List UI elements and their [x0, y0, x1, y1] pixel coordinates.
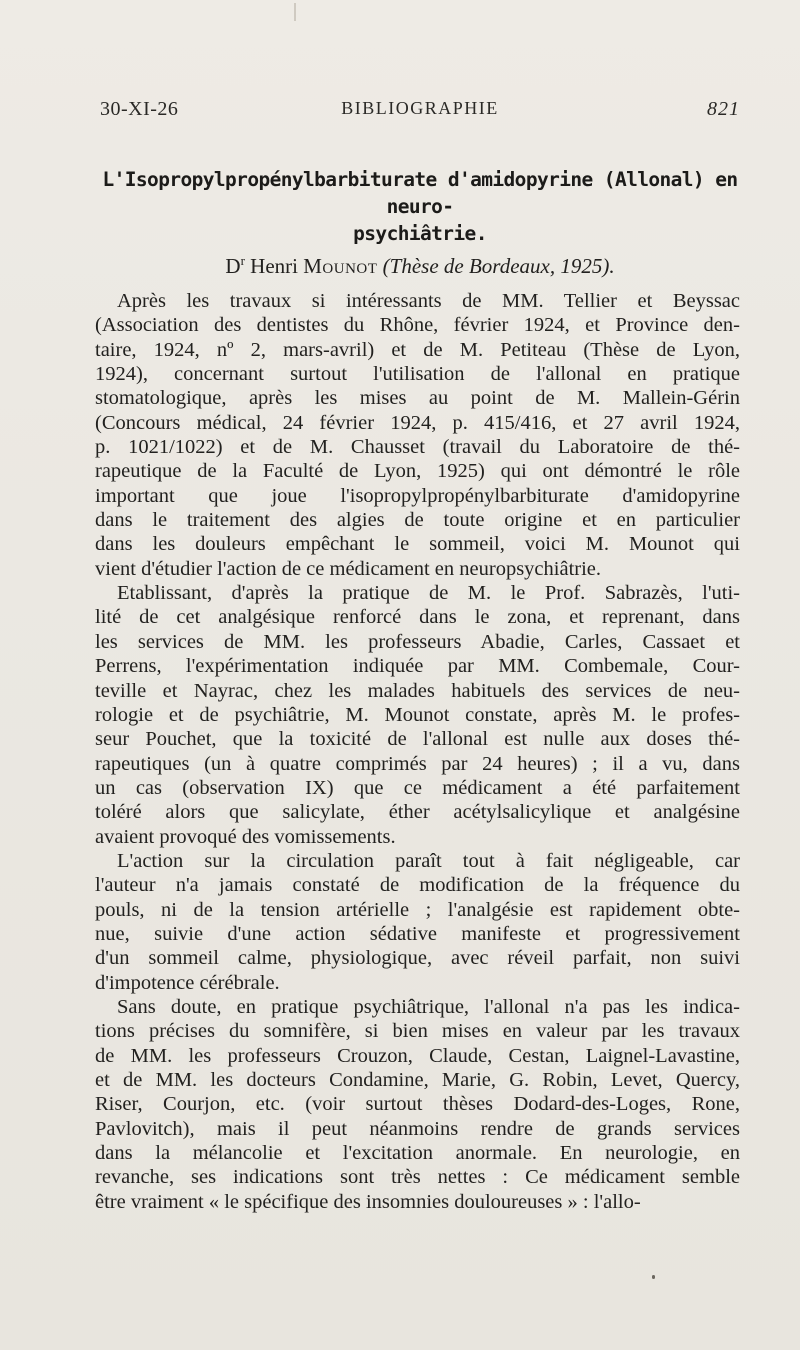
author-prefix-sup: r — [240, 253, 245, 268]
speck-mark — [652, 1275, 655, 1279]
paragraph-1-line: Après les travaux si intéressants de MM. Tellier et Beyssac — [117, 290, 740, 312]
scan-mark — [294, 3, 296, 21]
paragraph-2-line: un cas (observation IX) que ce médicament a été parfaitement — [95, 776, 740, 799]
article-title-line-1: L'Isopropylpropénylbarbiturate d'amidopyrine (Allonal) en neuro- — [102, 168, 738, 218]
paragraph-4-line: être vraiment « le spécifique des insomnies douloureuses » : l'allo- — [95, 1190, 641, 1213]
article-body — [95, 289, 740, 1214]
paragraph-3-line: d'impotence cérébrale. — [95, 971, 280, 994]
paragraph-2-line: teville et Nayrac, chez les malades habituels des services de neu- — [95, 679, 740, 702]
paragraph-4-line: de MM. les professeurs Crouzon, Claude, Cestan, Laignel-Lavastine, — [95, 1044, 740, 1067]
paragraph-1-line: p. 1021/1022) et de M. Chausset (travail du Laboratoire de thé- — [95, 436, 740, 459]
paragraph-2-line: Etablissant, d'après la pratique de M. le Prof. Sabrazès, l'uti- — [117, 582, 740, 605]
paragraph-1-line: vient d'étudier l'action de ce médicament en neuropsychiâtrie. — [95, 557, 602, 580]
paragraph-3-line: pouls, ni de la tension artérielle ; l'analgésie est rapidement obte- — [95, 898, 740, 921]
header-page-number: 821 — [707, 98, 740, 120]
paragraph-4-line: tions précises du somnifère, si bien mises en valeur par les travaux — [95, 1020, 740, 1043]
paragraph-1-line: rapeutique de la Faculté de Lyon, 1925) qui ont démontré le rôle — [95, 460, 740, 483]
paragraph-2-line: toléré alors que salicylate, éther acétylsalicylique et analgésine — [95, 801, 740, 824]
header-section-title: BIBLIOGRAPHIE — [341, 98, 499, 118]
paragraph-3-line: d'un sommeil calme, physiologique, avec réveil parfait, non suivi — [95, 947, 740, 970]
article-title-line-2: psychiâtrie. — [353, 222, 487, 245]
paragraph-1-line: (Association des dentistes du Rhône, février 1924, et Province den- — [95, 314, 740, 337]
paragraph-1-line: stomatologique, après les mises au point de M. Mallein-Gérin — [95, 387, 740, 410]
paragraph-1-line: (Concours médical, 24 février 1924, p. 415/416, et 27 avril 1924, — [95, 411, 740, 434]
paragraph-1-line: important que joue l'isopropylpropénylbarbiturate d'amidopyrine — [95, 484, 740, 507]
paragraph-2-line: Perrens, l'expérimentation indiquée par MM. Combemale, Cour- — [95, 655, 740, 678]
paragraph-1-line: dans le traitement des algies de toute origine et en particulier — [95, 509, 740, 532]
paragraph-2-line: avaient provoqué des vomissements. — [95, 825, 396, 848]
author-prefix: D — [225, 254, 241, 278]
paragraph-3-line: nue, suivie d'une action sédative manifeste et progressivement — [95, 922, 740, 945]
paragraph-3-line: l'auteur n'a jamais constaté de modification de la fréquence du — [95, 874, 740, 897]
paragraph-4-line: revanche, ses indications sont très nettes : Ce médicament semble — [95, 1166, 740, 1189]
paragraph-4-line: dans la mélancolie et l'excitation anormale. En neurologie, en — [95, 1142, 740, 1165]
paragraph-2-line: rapeutiques (un à quatre comprimés par 24 heures) ; il a vu, dans — [95, 752, 740, 775]
paragraph-3-line: L'action sur la circulation paraît tout à fait négligeable, car — [117, 849, 740, 872]
article-title — [100, 166, 740, 247]
paragraph-1-line: dans les douleurs empêchant le sommeil, voici M. Mounot qui — [95, 533, 740, 556]
paragraph-2-line: seur Pouchet, que la toxicité de l'allonal est nulle aux doses thé- — [95, 728, 740, 751]
header-date: 30-XI-26 — [100, 98, 179, 120]
paragraph-2-line: rologie et de psychiâtrie, M. Mounot constate, après M. le profes- — [95, 703, 740, 726]
author-citation: (Thèse de Bordeaux, 1925). — [382, 254, 615, 278]
paragraph-2-line: les services de MM. les professeurs Abadie, Carles, Cassaet et — [95, 630, 740, 653]
paragraph-4-line: Riser, Courjon, etc. (voir surtout thèses Dodard-des-Loges, Rone, — [95, 1093, 740, 1116]
author-surname: Mounot — [303, 254, 378, 278]
paragraph-2-line: lité de cet analgésique renforcé dans le zona, et reprenant, dans — [95, 606, 740, 629]
paragraph-4-line: Pavlovitch), mais il peut néanmoins rendre de grands services — [95, 1117, 740, 1140]
paragraph-1-line: taire, 1924, nº 2, mars-avril) et de M. Petiteau (Thèse de Lyon, — [95, 338, 740, 361]
author-line — [100, 253, 740, 279]
paragraph-4-line: Sans doute, en pratique psychiâtrique, l'allonal n'a pas les indica- — [117, 995, 740, 1018]
author-first-name: Henri — [250, 254, 298, 278]
running-header — [100, 98, 740, 128]
paragraph-4-line: et de MM. les docteurs Condamine, Marie, G. Robin, Levet, Quercy, — [95, 1069, 740, 1091]
paragraph-1-line: 1924), concernant surtout l'utilisation de l'allonal en pratique — [95, 363, 740, 386]
